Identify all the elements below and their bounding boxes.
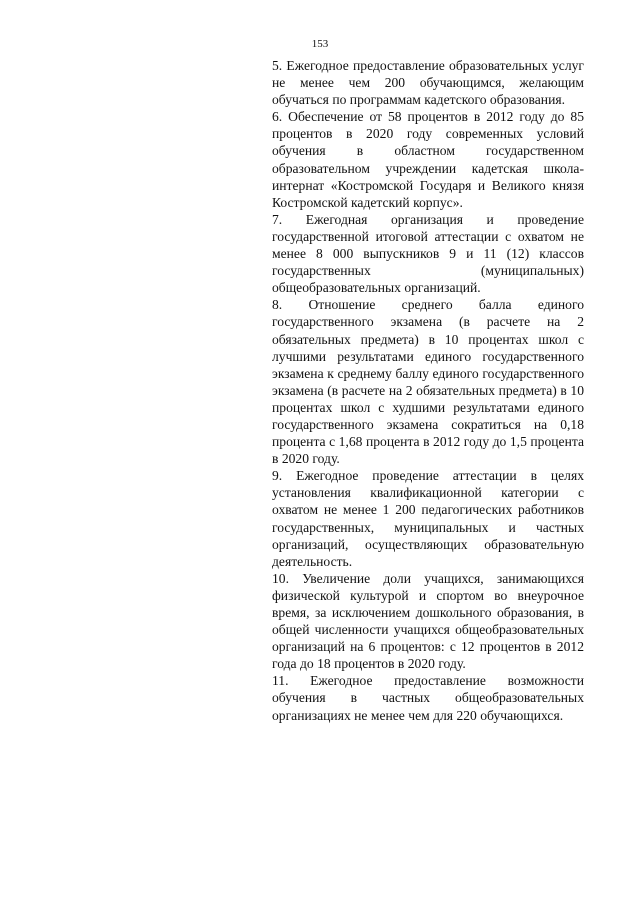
paragraph-item-5: 5. Ежегодное предоставление образовательных услуг не менее чем 200 обучающимся, желающим обучаться по программам кадетского образования. (272, 58, 584, 108)
page-number: 153 (311, 38, 329, 50)
paragraph-item-10: 10. Увеличение доли учащихся, занимающихся физической культурой и спортом во внеурочное время, за исключением дошкольного образования, в общей численности учащихся общеобразовательных организаций на 6 процентов: с 12 процентов в 2012 года до 18 процентов в 2020 году. (272, 570, 584, 672)
paragraph-item-6: 6. Обеспечение от 58 процентов в 2012 году до 85 процентов в 2020 году современных условий обучения в областном государственном образовательном учреждении кадетская школа-интернат «Костромской Государя и Великого князя Костромской кадетский корпус». (272, 109, 584, 210)
paragraph-item-9: 9. Ежегодное проведение аттестации в целях установления квалификационной категории с охватом не менее 1 200 педагогических работников государственных, муниципальных и частных организаций, осуществляющих образовательную деятельность. (272, 468, 584, 569)
document-body (272, 57, 584, 724)
paragraph-item-11: 11. Ежегодное предоставление возможности обучения в частных общеобразовательных организациях не менее чем для 220 обучающихся. (272, 673, 584, 723)
paragraph-item-7: 7. Ежегодная организация и проведение государственной итоговой аттестации с охватом не менее 8 000 выпускников 9 и 11 (12) классов государственных (муниципальных) общеобразовательных организаций. (272, 211, 584, 296)
paragraph-item-8: 8. Отношение среднего балла единого государственного экзамена (в расчете на 2 обязательных предмета) в 10 процентах школ с лучшими результатами единого государственного экзамена к среднему баллу единого государственного экзамена (в расчете на 2 обязательных предмета) в 10 процентах школ с худшими результатами единого государственного экзамена сократиться на 0,18 процента с 1,68 процента в 2012 году до 1,5 процента в 2020 году. (272, 297, 584, 467)
